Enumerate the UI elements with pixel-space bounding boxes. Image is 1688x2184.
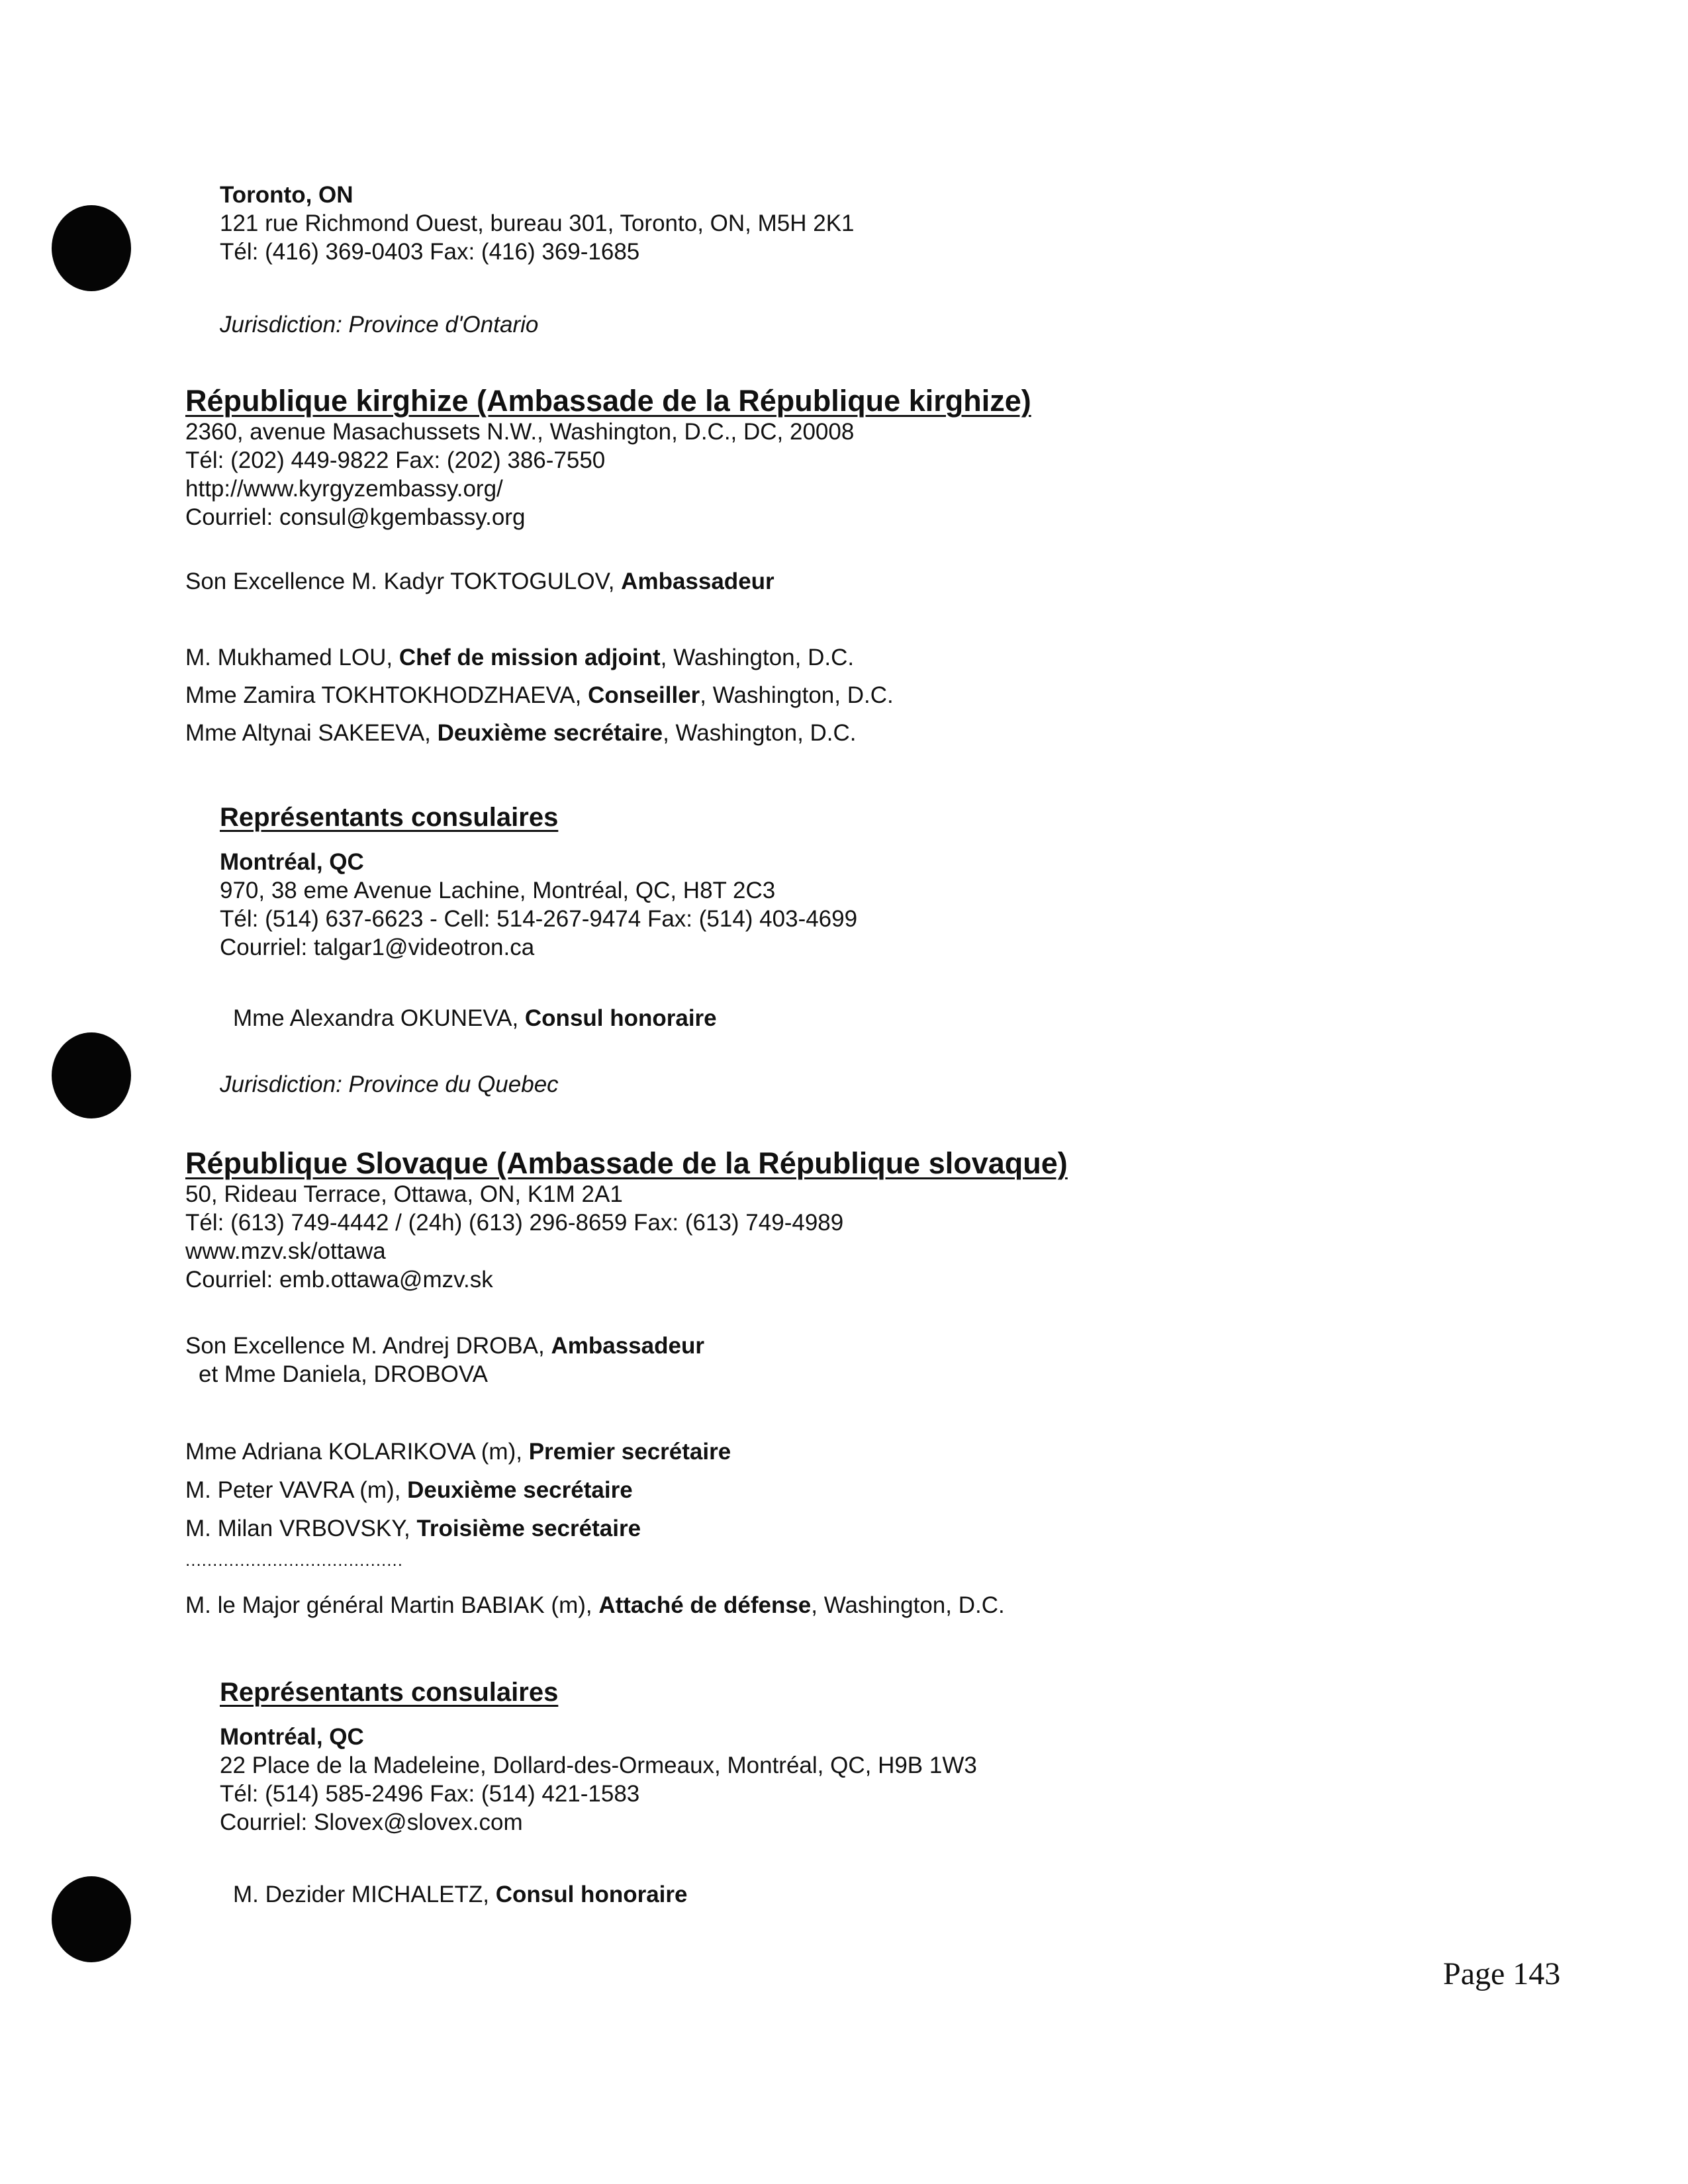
staff-name: Mme Adriana KOLARIKOVA (m),: [185, 1439, 529, 1465]
consul-name: M. Dezider MICHALETZ,: [233, 1882, 496, 1907]
slovak-consular-email: Courriel: Slovex@slovex.com: [220, 1809, 523, 1835]
staff-title: Premier secrétaire: [528, 1439, 731, 1465]
kyrgyz-email: Courriel: consul@kgembassy.org: [185, 504, 526, 530]
slovak-consular-city: Montréal, QC: [220, 1724, 364, 1750]
kyrgyz-staff-row: [185, 719, 857, 747]
slovak-consular-address: 22 Place de la Madeleine, Dollard-des-Ormeaux, Montréal, QC, H9B 1W3: [220, 1752, 977, 1778]
staff-name: Mme Zamira TOKHTOKHODZHAEVA,: [185, 682, 588, 708]
slovak-consul: [233, 1881, 687, 1909]
kyrgyz-staff-row: [185, 682, 894, 709]
kyrgyz-website: http://www.kyrgyzembassy.org/: [185, 476, 503, 502]
toronto-phone: Tél: (416) 369-0403 Fax: (416) 369-1685: [220, 239, 640, 265]
staff-name: M. Peter VAVRA (m),: [185, 1477, 408, 1503]
slovak-consular-phone: Tél: (514) 585-2496 Fax: (514) 421-1583: [220, 1781, 640, 1807]
staff-title: Deuxième secrétaire: [407, 1477, 633, 1503]
kyrgyz-staff-row: [185, 644, 854, 672]
staff-title: Troisième secrétaire: [416, 1516, 641, 1541]
slovak-ambassador-spouse: et Mme Daniela, DROBOVA: [199, 1361, 488, 1387]
staff-name: M. Milan VRBOVSKY,: [185, 1516, 417, 1541]
staff-title: Deuxième secrétaire: [437, 720, 663, 746]
attache-place: , Washington, D.C.: [811, 1592, 1005, 1618]
toronto-city: Toronto, ON: [220, 182, 353, 208]
kyrgyz-heading: République kirghize (Ambassade de la République kirghize): [185, 384, 1031, 418]
slovak-consular-heading: Représentants consulaires: [220, 1678, 559, 1707]
kyrgyz-consular-phone: Tél: (514) 637-6623 - Cell: 514-267-9474 Fax: (514) 403-4699: [220, 906, 858, 932]
staff-title: Chef de mission adjoint: [399, 645, 661, 670]
slovak-ambassador: [185, 1332, 704, 1360]
ambassador-title: Ambassadeur: [621, 569, 774, 594]
binder-hole-middle: [52, 1032, 131, 1118]
toronto-jurisdiction: Jurisdiction: Province d'Ontario: [220, 312, 539, 338]
toronto-address: 121 rue Richmond Ouest, bureau 301, Toronto, ON, M5H 2K1: [220, 210, 855, 236]
kyrgyz-consular-heading: Représentants consulaires: [220, 803, 559, 832]
kyrgyz-consular-address: 970, 38 eme Avenue Lachine, Montréal, QC, H8T 2C3: [220, 878, 776, 903]
staff-place: , Washington, D.C.: [700, 682, 894, 708]
staff-place: , Washington, D.C.: [660, 645, 855, 670]
kyrgyz-consular-email: Courriel: talgar1@videotron.ca: [220, 934, 535, 960]
kyrgyz-consular-jurisdiction: Jurisdiction: Province du Quebec: [220, 1071, 559, 1097]
kyrgyz-ambassador: [185, 568, 774, 596]
ambassador-name: Son Excellence M. Andrej DROBA,: [185, 1333, 551, 1359]
staff-name: M. Mukhamed LOU,: [185, 645, 399, 670]
staff-title: Conseiller: [588, 682, 700, 708]
attache-title: Attaché de défense: [598, 1592, 812, 1618]
slovak-staff-row: [185, 1515, 641, 1543]
ambassador-name: Son Excellence M. Kadyr TOKTOGULOV,: [185, 569, 622, 594]
slovak-phone: Tél: (613) 749-4442 / (24h) (613) 296-8659 Fax: (613) 749-4989: [185, 1210, 844, 1236]
attache-name: M. le Major général Martin BABIAK (m),: [185, 1592, 599, 1618]
dotted-separator: ........................................: [185, 1550, 403, 1570]
slovak-address: 50, Rideau Terrace, Ottawa, ON, K1M 2A1: [185, 1181, 623, 1207]
slovak-email: Courriel: emb.ottawa@mzv.sk: [185, 1267, 493, 1293]
kyrgyz-address: 2360, avenue Masachussets N.W., Washington, D.C., DC, 20008: [185, 419, 855, 445]
kyrgyz-consul: [233, 1005, 717, 1032]
slovak-website: www.mzv.sk/ottawa: [185, 1238, 386, 1264]
consul-title: Consul honoraire: [524, 1005, 717, 1031]
slovak-attache: [185, 1592, 1005, 1619]
ambassador-title: Ambassadeur: [551, 1333, 704, 1359]
staff-name: Mme Altynai SAKEEVA,: [185, 720, 438, 746]
kyrgyz-consular-city: Montréal, QC: [220, 849, 364, 875]
slovak-heading: République Slovaque (Ambassade de la République slovaque): [185, 1146, 1068, 1180]
binder-hole-bottom: [52, 1876, 131, 1962]
slovak-staff-row: [185, 1438, 731, 1466]
consul-name: Mme Alexandra OKUNEVA,: [233, 1005, 525, 1031]
kyrgyz-phone: Tél: (202) 449-9822 Fax: (202) 386-7550: [185, 447, 606, 473]
slovak-staff-row: [185, 1477, 633, 1504]
staff-place: , Washington, D.C.: [663, 720, 857, 746]
binder-hole-top: [52, 205, 131, 291]
consul-title: Consul honoraire: [495, 1882, 688, 1907]
page-number: Page 143: [1443, 1956, 1561, 1991]
